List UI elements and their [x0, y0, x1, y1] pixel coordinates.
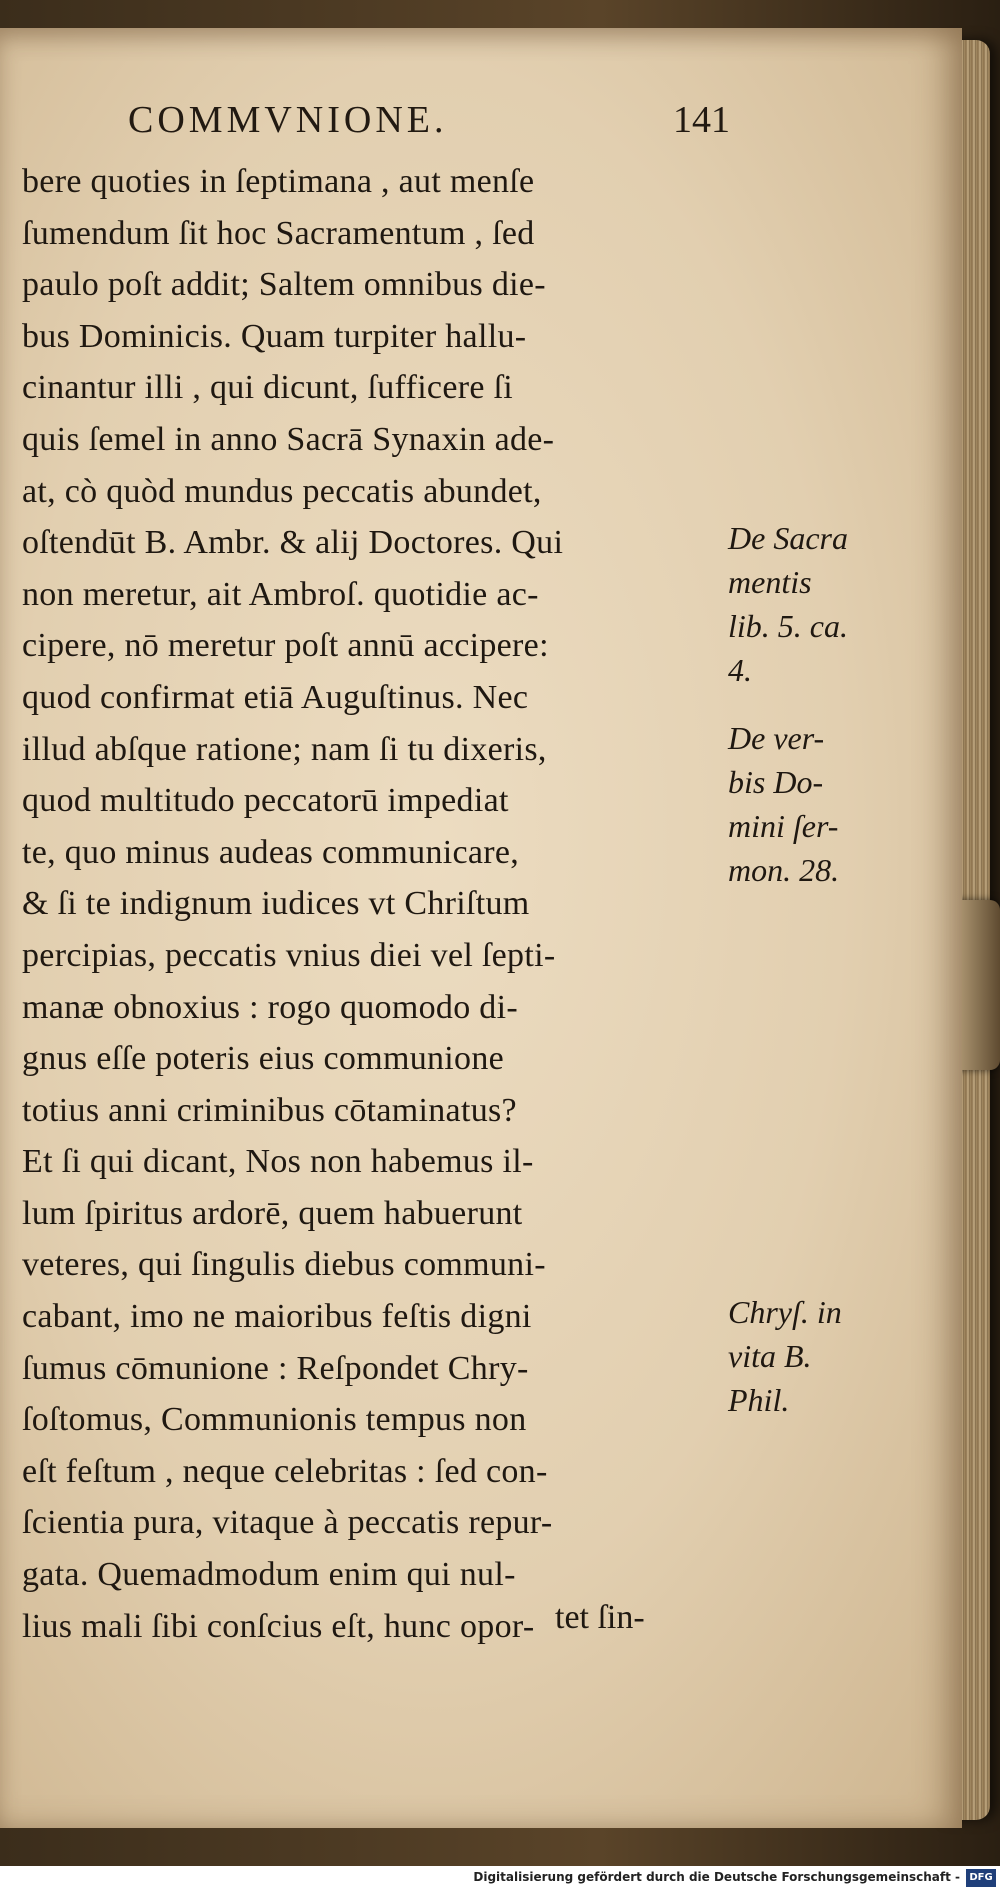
text-line: illud abſque ratione; nam ſi tu dixeris,: [22, 730, 547, 768]
text-line: quod confirmat etiā Auguſtinus. Nec: [22, 678, 529, 716]
note-line: Chryſ. in: [728, 1294, 842, 1330]
text-line: ſcientia pura, vitaque à peccatis repur-: [22, 1504, 553, 1542]
text-line: ſumus cōmunione : Reſpondet Chry-: [22, 1349, 529, 1387]
note-line: vita B.: [728, 1338, 812, 1374]
text-line: te, quo minus audeas communicare,: [22, 833, 520, 871]
note-line: mon. 28.: [728, 852, 840, 888]
marginal-note-chrysostom: [728, 1290, 908, 1422]
catchword: tet ſin-: [555, 1599, 645, 1636]
note-line: mini ſer-: [728, 808, 839, 844]
text-line: at, cò quòd mundus peccatis abundet,: [22, 472, 542, 510]
text-line: Et ſi qui dicant, Nos non habemus il-: [22, 1143, 534, 1181]
text-line: oſtendūt B. Ambr. & alij Doctores. Qui: [22, 524, 564, 562]
text-line: gata. Quemadmodum enim qui nul-: [22, 1556, 516, 1594]
digitization-footer: [0, 1866, 1000, 1891]
text-line: totius anni criminibus cōtaminatus?: [22, 1091, 517, 1129]
text-line: bere quoties in ſeptimana , aut menſe: [22, 163, 535, 200]
running-head: COMMVNIONE.: [128, 99, 448, 141]
text-line: quod multitudo peccatorū impediat: [22, 782, 509, 820]
text-line: cinantur illi , qui dicunt, ſufficere ſi: [22, 369, 514, 407]
text-line: percipias, peccatis vnius diei vel ſepti-: [22, 936, 556, 974]
note-line: bis Do-: [728, 764, 824, 800]
note-line: Phil.: [728, 1382, 790, 1418]
note-line: lib. 5. ca.: [728, 608, 848, 644]
marginal-note-ambrose: [728, 516, 908, 692]
note-line: De ver-: [728, 720, 825, 756]
text-line: & ſi te indignum iudices vt Chriſtum: [22, 885, 530, 923]
page-number: 141: [673, 99, 730, 141]
text-line: cipere, nō meretur poſt annū accipere:: [22, 627, 549, 665]
text-line: quis ſemel in anno Sacrā Synaxin ade-: [22, 420, 555, 458]
funding-credit: Digitalisierung gefördert durch die Deutsche Forschungsgemeinschaft -: [473, 1870, 960, 1884]
text-line: lius mali ſibi conſcius eſt, hunc opor-: [22, 1607, 535, 1645]
note-line: De Sacra: [728, 520, 848, 556]
book-page: [0, 28, 962, 1828]
text-line: eſt feſtum , neque celebritas : ſed con-: [22, 1452, 548, 1490]
text-line: veteres, qui ſingulis diebus communi-: [22, 1246, 546, 1284]
text-line: non meretur, ait Ambroſ. quotidie ac-: [22, 575, 539, 613]
body-text: [22, 156, 742, 1652]
text-line: lum ſpiritus ardorē, quem habuerunt: [22, 1194, 523, 1232]
dfg-logo: DFG: [966, 1869, 996, 1887]
note-line: 4.: [728, 652, 752, 688]
text-line: gnus eſſe poteris eius communione: [22, 1040, 505, 1078]
text-line: bus Dominicis. Quam turpiter hallu-: [22, 317, 527, 355]
text-line: ſumendum ſit hoc Sacramentum , ſed: [22, 214, 535, 252]
note-line: mentis: [728, 564, 812, 600]
text-line: cabant, imo ne maioribus feſtis digni: [22, 1298, 532, 1336]
text-line: ſoſtomus, Communionis tempus non: [22, 1401, 527, 1439]
text-line: paulo poſt addit; Saltem omnibus die-: [22, 266, 546, 304]
text-line: manæ obnoxius : rogo quomodo di-: [22, 988, 518, 1026]
marginal-note-augustine: [728, 716, 908, 892]
